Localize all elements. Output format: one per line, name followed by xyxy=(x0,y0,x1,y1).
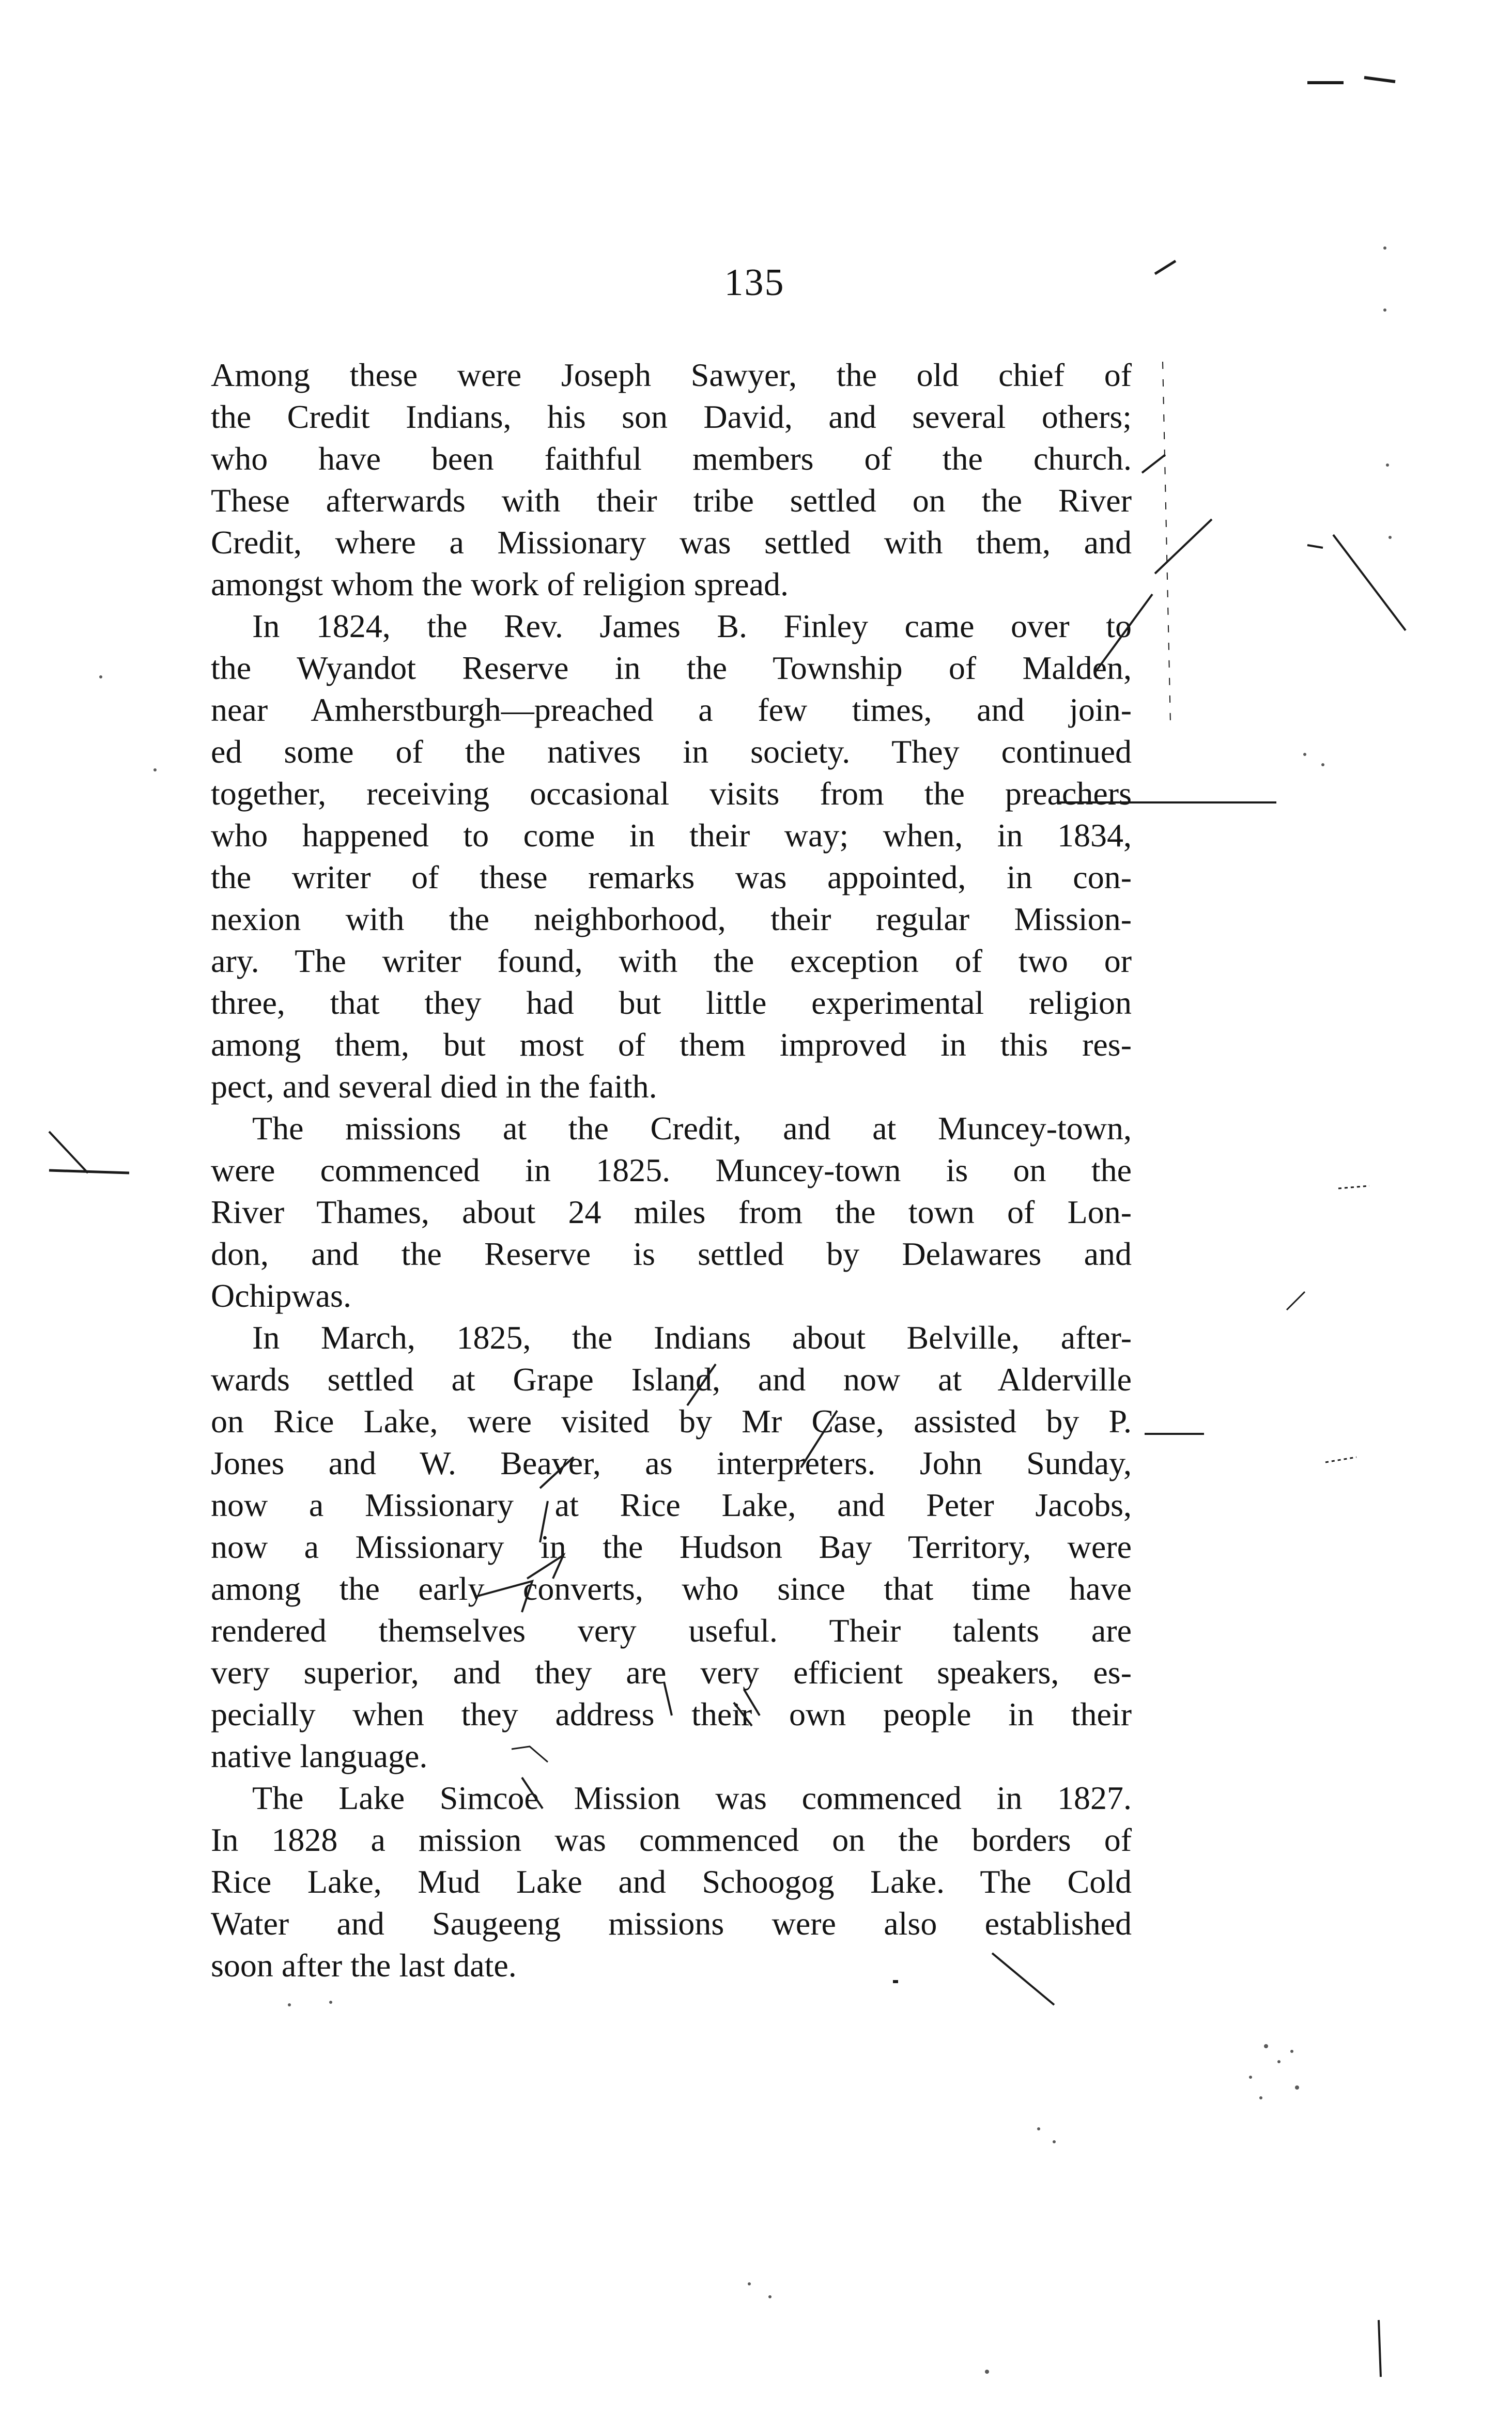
text-line: These afterwards with their tribe settled on the River xyxy=(211,482,1132,519)
text-line: among them, but most of them improved in this res- xyxy=(211,1026,1132,1063)
text-line: the Wyandot Reserve in the Township of Malden, xyxy=(211,650,1132,686)
text-line: In 1824, the Rev. James B. Finley came over to xyxy=(252,608,1132,644)
edge-small-mark xyxy=(1307,545,1323,548)
right-margin-tick xyxy=(1287,1292,1305,1310)
text-line: Water and Saugeeng missions were also established xyxy=(211,1905,1132,1942)
text-line: Among these were Joseph Sawyer, the old chief of xyxy=(211,357,1132,393)
text-line: the Credit Indians, his son David, and several others; xyxy=(211,398,1132,435)
diagonal-pencil-line xyxy=(1155,519,1212,574)
right-margin-arrow xyxy=(1325,1457,1356,1462)
text-line: on Rice Lake, were visited by Mr Case, assisted by P. xyxy=(211,1403,1132,1440)
text-line: rendered themselves very useful. Their talents are xyxy=(211,1612,1132,1649)
text-line: ed some of the natives in society. They continued xyxy=(211,733,1132,770)
text-line: In 1828 a mission was commenced on the borders of xyxy=(211,1821,1132,1858)
text-line: now a Missionary at Rice Lake, and Peter Jacobs, xyxy=(211,1487,1132,1523)
text-line: pecially when they address their own people in their xyxy=(211,1696,1132,1733)
text-line: Rice Lake, Mud Lake and Schoogog Lake. The Cold xyxy=(211,1863,1132,1900)
text-line: River Thames, about 24 miles from the town of Lon- xyxy=(211,1194,1132,1230)
text-line: who happened to come in their way; when, in 1834, xyxy=(211,817,1132,854)
page-number: 135 xyxy=(724,261,785,304)
pencil-stroke-mark xyxy=(1142,455,1165,473)
text-line: near Amherstburgh—preached a few times, and join- xyxy=(211,691,1132,728)
text-line: ary. The writer found, with the exception of two or xyxy=(211,942,1132,979)
text-line: together, receiving occasional visits from the preachers xyxy=(211,775,1132,812)
left-margin-dash xyxy=(49,1170,129,1173)
top-edge-marks xyxy=(1307,78,1395,83)
pencil-tick-mark xyxy=(1155,261,1176,274)
text-line: soon after the last date. xyxy=(211,1947,517,1984)
body-text xyxy=(211,354,1132,1986)
left-margin-mark xyxy=(49,1132,88,1173)
text-line: Jones and W. Beaver, as interpreters. John Sunday, xyxy=(211,1445,1132,1481)
text-line: three, that they had but little experimental religion xyxy=(211,984,1132,1021)
text-line: The missions at the Credit, and at Muncey-town, xyxy=(252,1110,1132,1147)
text-line: among the early converts, who since that time have xyxy=(211,1570,1132,1607)
text-line: very superior, and they are very efficient speakers, es- xyxy=(211,1654,1132,1691)
text-line: pect, and several died in the faith. xyxy=(211,1068,657,1105)
bottom-right-edge-line xyxy=(1379,2320,1381,2377)
text-line: don, and the Reserve is settled by Delawares and xyxy=(211,1235,1132,1272)
text-line: were commenced in 1825. Muncey-town is on the xyxy=(211,1152,1132,1188)
text-line: In March, 1825, the Indians about Belville, after- xyxy=(252,1319,1132,1356)
text-line: the writer of these remarks was appointed, in con- xyxy=(211,859,1132,895)
text-line: The Lake Simcoe Mission was commenced in 1827. xyxy=(252,1780,1132,1816)
text-line: wards settled at Grape Island, and now at Alderville xyxy=(211,1361,1132,1398)
text-line: now a Missionary in the Hudson Bay Territory, were xyxy=(211,1528,1132,1565)
right-margin-line xyxy=(1163,362,1170,723)
text-line: nexion with the neighborhood, their regular Mission- xyxy=(211,901,1132,937)
right-margin-squiggle xyxy=(1338,1186,1369,1188)
text-line: who have been faithful members of the church. xyxy=(211,440,1132,477)
text-line: Credit, where a Missionary was settled with them, and xyxy=(211,524,1132,561)
text-line: Ochipwas. xyxy=(211,1277,351,1314)
text-line: amongst whom the work of religion spread. xyxy=(211,566,789,602)
text-line: native language. xyxy=(211,1738,428,1774)
edge-diagonal-line xyxy=(1333,535,1406,630)
